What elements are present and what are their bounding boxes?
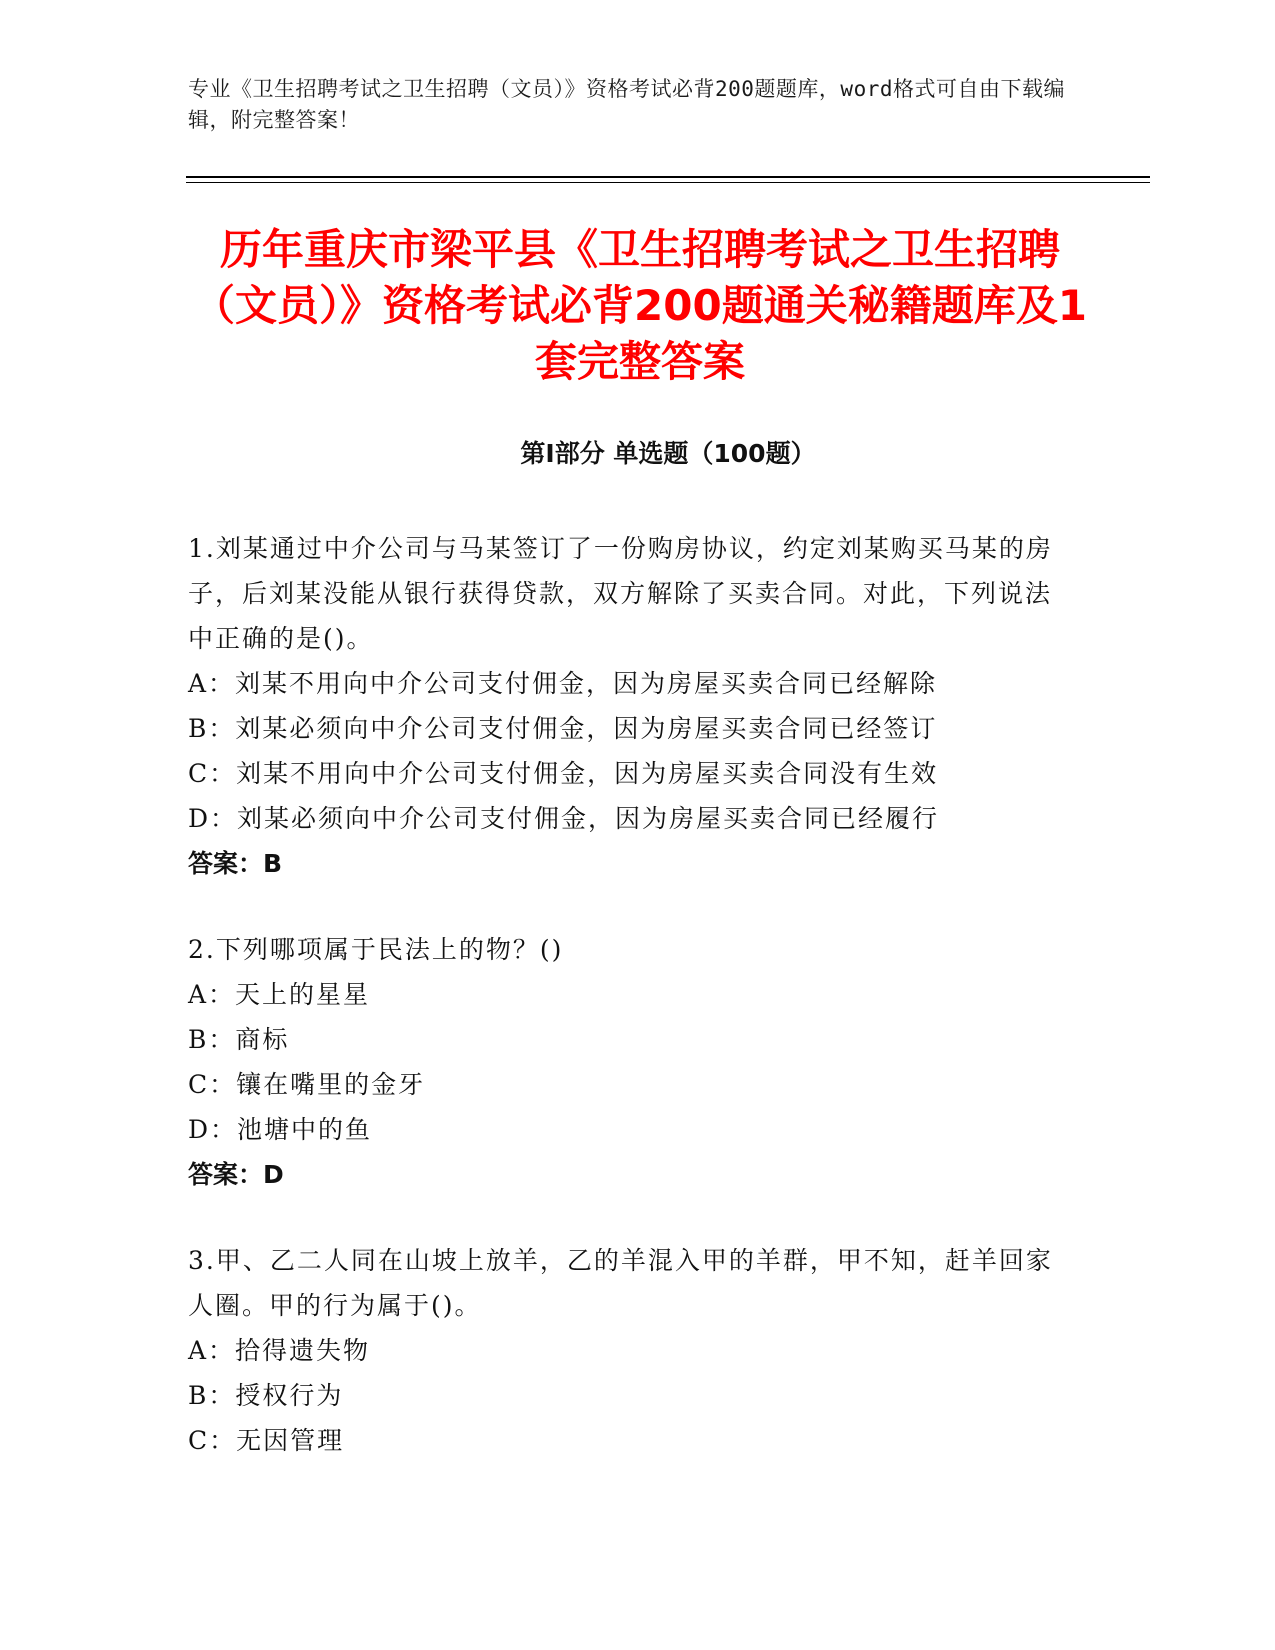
option-c: C：刘某不用向中介公司支付佣金，因为房屋买卖合同没有生效 — [188, 759, 939, 788]
option-a: A：刘某不用向中介公司支付佣金，因为房屋买卖合同已经解除 — [188, 669, 938, 698]
answer-label: 答案：B — [188, 849, 283, 878]
section-heading: 第Ⅰ部分 单选题（100题） — [520, 439, 816, 468]
header-divider-thin — [186, 182, 1150, 183]
header-divider-thick — [186, 176, 1150, 178]
option-d: D：刘某必须向中介公司支付佣金，因为房屋买卖合同已经履行 — [188, 804, 940, 833]
header-note: 专业《卫生招聘考试之卫生招聘（文员）》资格考试必背200题题库，word格式可自由下载编辑，附完整答案！ — [188, 77, 1065, 132]
question-stem: 2.下列哪项属于民法上的物？() — [188, 935, 564, 964]
answer-label: 答案：D — [188, 1160, 284, 1189]
option-b: B：商标 — [188, 1025, 290, 1054]
option-a: A：拾得遗失物 — [188, 1336, 371, 1365]
question-item — [188, 1238, 1068, 1463]
document-title: 历年重庆市梁平县《卫生招聘考试之卫生招聘（文员）》资格考试必背200题通关秘籍题库及1套完整答案 — [193, 225, 1087, 386]
option-d: D：池塘中的鱼 — [188, 1115, 373, 1144]
question-item — [188, 927, 1068, 1197]
option-a: A：天上的星星 — [188, 980, 371, 1009]
question-stem: 1.刘某通过中介公司与马某签订了一份购房协议，约定刘某购买马某的房子，后刘某没能从银行获得贷款，双方解除了买卖合同。对此，下列说法中正确的是()。 — [188, 534, 1053, 653]
option-c: C：镶在嘴里的金牙 — [188, 1070, 426, 1099]
question-list — [188, 526, 1068, 1504]
option-b: B：授权行为 — [188, 1381, 344, 1410]
question-item — [188, 526, 1068, 886]
option-c: C：无因管理 — [188, 1426, 345, 1455]
option-b: B：刘某必须向中介公司支付佣金，因为房屋买卖合同已经签订 — [188, 714, 938, 743]
question-stem: 3.甲、乙二人同在山坡上放羊，乙的羊混入甲的羊群，甲不知，赶羊回家人圈。甲的行为属于()。 — [188, 1246, 1053, 1320]
